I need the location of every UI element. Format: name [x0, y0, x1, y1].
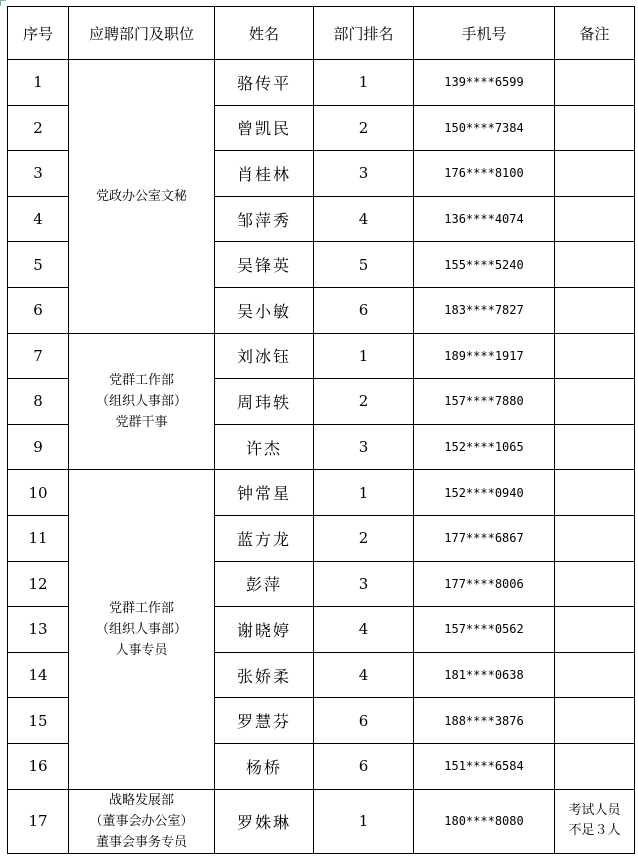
cell-seq: 9 — [8, 424, 69, 470]
cell-note — [555, 151, 635, 197]
table-row — [8, 470, 635, 516]
header-rank: 部门排名 — [314, 7, 414, 60]
cell-rank: 5 — [314, 242, 414, 288]
cell-name: 钟常星 — [215, 470, 314, 516]
cell-name: 罗姝琳 — [215, 789, 314, 853]
cell-name: 周玮轶 — [215, 379, 314, 425]
cell-rank: 2 — [314, 105, 414, 151]
cell-note — [555, 789, 635, 853]
cell-rank: 6 — [314, 287, 414, 333]
cell-note — [555, 333, 635, 379]
cell-name: 曾凯民 — [215, 105, 314, 151]
candidate-table — [7, 6, 635, 854]
cell-name: 彭萍 — [215, 561, 314, 607]
cell-note — [555, 470, 635, 516]
dept-line: 董事会事务专员 — [95, 834, 187, 850]
cell-dept — [69, 333, 215, 470]
cell-phone: 180****8080 — [414, 789, 555, 853]
dept-line: （组织人事部） — [95, 621, 187, 637]
cell-note — [555, 287, 635, 333]
header-seq: 序号 — [8, 7, 69, 60]
table-header-row — [8, 7, 635, 60]
cell-rank: 4 — [314, 652, 414, 698]
cell-seq: 6 — [8, 287, 69, 333]
cell-name: 刘冰钰 — [215, 333, 314, 379]
cell-name: 邹萍秀 — [215, 196, 314, 242]
cell-note — [555, 515, 635, 561]
cell-note — [555, 196, 635, 242]
dept-line: 党政办公室文秘 — [95, 188, 187, 204]
cell-note — [555, 743, 635, 789]
table-row — [8, 789, 635, 853]
cell-rank: 3 — [314, 424, 414, 470]
cell-name: 张娇柔 — [215, 652, 314, 698]
cell-seq: 5 — [8, 242, 69, 288]
cell-name: 许杰 — [215, 424, 314, 470]
cell-phone: 157****0562 — [414, 607, 555, 653]
cell-name: 杨桥 — [215, 743, 314, 789]
cell-name: 吴锋英 — [215, 242, 314, 288]
cell-phone: 150****7384 — [414, 105, 555, 151]
cell-name: 肖桂林 — [215, 151, 314, 197]
cell-phone: 183****7827 — [414, 287, 555, 333]
cell-seq: 13 — [8, 607, 69, 653]
cell-seq: 10 — [8, 470, 69, 516]
header-note: 备注 — [555, 7, 635, 60]
cell-phone: 151****6584 — [414, 743, 555, 789]
cell-seq: 2 — [8, 105, 69, 151]
document-corner-mark — [0, 0, 6, 6]
dept-line: （董事会办公室） — [89, 813, 194, 829]
cell-note — [555, 424, 635, 470]
cell-phone: 177****8006 — [414, 561, 555, 607]
cell-seq: 4 — [8, 196, 69, 242]
cell-seq: 16 — [8, 743, 69, 789]
cell-name: 谢晓婷 — [215, 607, 314, 653]
cell-seq: 7 — [8, 333, 69, 379]
cell-rank: 4 — [314, 607, 414, 653]
cell-rank: 1 — [314, 789, 414, 853]
header-name: 姓名 — [215, 7, 314, 60]
cell-rank: 2 — [314, 515, 414, 561]
cell-phone: 152****0940 — [414, 470, 555, 516]
cell-name: 骆传平 — [215, 60, 314, 106]
cell-seq: 15 — [8, 698, 69, 744]
cell-seq: 3 — [8, 151, 69, 197]
cell-rank: 1 — [314, 60, 414, 106]
cell-rank: 1 — [314, 333, 414, 379]
cell-dept — [69, 789, 215, 853]
cell-note — [555, 105, 635, 151]
header-phone: 手机号 — [414, 7, 555, 60]
cell-rank: 1 — [314, 470, 414, 516]
cell-dept — [69, 60, 215, 334]
cell-rank: 3 — [314, 561, 414, 607]
dept-line: 党群工作部 — [108, 372, 174, 388]
cell-phone: 177****6867 — [414, 515, 555, 561]
cell-name: 吴小敏 — [215, 287, 314, 333]
cell-phone: 155****5240 — [414, 242, 555, 288]
cell-name: 蓝方龙 — [215, 515, 314, 561]
cell-note — [555, 607, 635, 653]
dept-line: 党群工作部 — [108, 600, 174, 616]
cell-phone: 188****3876 — [414, 698, 555, 744]
cell-note — [555, 652, 635, 698]
cell-note — [555, 60, 635, 106]
cell-rank: 6 — [314, 743, 414, 789]
cell-seq: 12 — [8, 561, 69, 607]
dept-line: 人事专员 — [115, 642, 168, 658]
cell-note — [555, 561, 635, 607]
cell-rank: 3 — [314, 151, 414, 197]
cell-note — [555, 698, 635, 744]
cell-phone: 139****6599 — [414, 60, 555, 106]
cell-seq: 11 — [8, 515, 69, 561]
cell-phone: 152****1065 — [414, 424, 555, 470]
note-line: 不足３人 — [568, 823, 621, 838]
table-row — [8, 333, 635, 379]
dept-line: （组织人事部） — [95, 393, 187, 409]
cell-phone: 181****0638 — [414, 652, 555, 698]
header-dept: 应聘部门及职位 — [69, 7, 215, 60]
cell-note — [555, 379, 635, 425]
table-body — [8, 60, 635, 854]
cell-note — [555, 242, 635, 288]
cell-rank: 2 — [314, 379, 414, 425]
table-row — [8, 60, 635, 106]
cell-seq: 1 — [8, 60, 69, 106]
note-line: 考试人员 — [568, 803, 621, 818]
cell-rank: 6 — [314, 698, 414, 744]
cell-phone: 157****7880 — [414, 379, 555, 425]
cell-dept — [69, 470, 215, 789]
cell-seq: 14 — [8, 652, 69, 698]
cell-phone: 176****8100 — [414, 151, 555, 197]
cell-seq: 17 — [8, 789, 69, 853]
dept-line: 党群干事 — [115, 414, 168, 430]
cell-phone: 136****4074 — [414, 196, 555, 242]
dept-line: 战略发展部 — [108, 792, 174, 808]
cell-seq: 8 — [8, 379, 69, 425]
cell-rank: 4 — [314, 196, 414, 242]
cell-name: 罗慧芬 — [215, 698, 314, 744]
cell-phone: 189****1917 — [414, 333, 555, 379]
